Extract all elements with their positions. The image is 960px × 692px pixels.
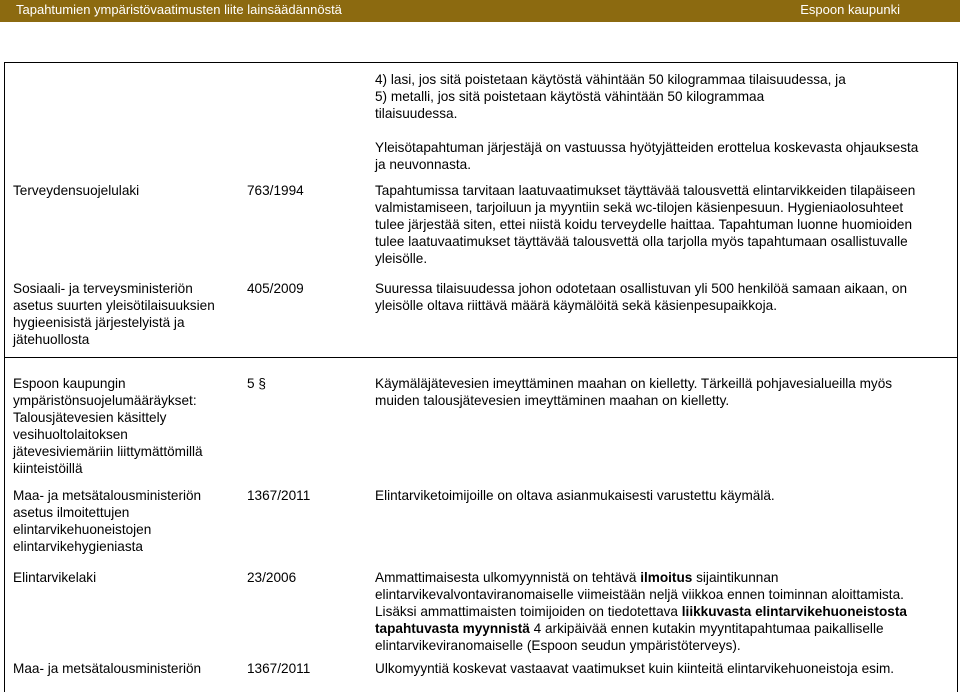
row-4-text xyxy=(375,487,947,504)
row-3-law xyxy=(13,375,238,477)
text-line: valmistamiseen, tarjoiluun ja myyntiin sekä wc-tilojen käsienpesuun. Hygieniaolosuhteet xyxy=(375,200,904,215)
row-2-law xyxy=(13,280,238,348)
row-4-law xyxy=(13,487,238,555)
law-line: kiinteistöillä xyxy=(13,461,83,476)
row-2-text xyxy=(375,280,947,314)
law-line: jätehuollosta xyxy=(13,332,90,347)
row-1-text xyxy=(375,182,947,267)
text-line: Lisäksi ammattimaisten toimijoiden on tiedotettava liikkuvasta elintarvikehuoneistosta xyxy=(375,604,907,619)
law-line: Talousjätevesien käsittely xyxy=(13,410,167,425)
text-line: 4) lasi, jos sitä poistetaan käytöstä vähintään 50 kilogrammaa tilaisuudessa, ja xyxy=(375,72,846,87)
row-6-text xyxy=(375,660,947,677)
law-line: Espoon kaupungin xyxy=(13,376,126,391)
header-organization: Espoon kaupunki xyxy=(800,2,900,17)
row-6-law: Maa- ja metsätalousministeriön xyxy=(13,661,202,676)
text-line: tapahtuvasta myynnistä 4 arkipäivää ennen kutakin myyntitapahtumaa paikalliselle xyxy=(375,621,884,636)
text-line: Suuressa tilaisuudessa johon odotetaan osallistuvan yli 500 henkilöä samaan aikaan, on xyxy=(375,281,908,296)
law-line: hygieenisistä järjestelyistä ja xyxy=(13,315,185,330)
text-line: muiden talousjätevesien imeyttäminen maahan on kielletty. xyxy=(375,393,730,408)
text-line: elintarvikeviranomaiselle (Espoon seudun ympäristöterveys). xyxy=(375,638,741,653)
text-line: elintarvikevalvontaviranomaiselle viimeistään neljä viikkoa ennen toiminnan aloittamista. xyxy=(375,587,904,602)
page-header xyxy=(0,0,960,22)
row-5-law: Elintarvikelaki xyxy=(13,570,97,585)
text-line: Elintarviketoimijoille on oltava asianmukaisesti varustettu käymälä. xyxy=(375,488,775,503)
law-line: elintarvikehuoneistojen xyxy=(13,522,152,537)
text-line: yleisölle oltava riittävä määrä käymälöitä sekä käsienpesupaikkoja. xyxy=(375,298,777,313)
row-6-ref: 1367/2011 xyxy=(247,661,311,676)
row-5-ref: 23/2006 xyxy=(247,570,297,585)
row-divider xyxy=(5,357,957,358)
row-1-ref: 763/1994 xyxy=(247,183,304,198)
row-3-text xyxy=(375,375,947,409)
law-line: elintarvikehygieniasta xyxy=(13,539,143,554)
row-5-text xyxy=(375,569,947,654)
text-line: tulee laatuvaatimukset täyttävää talousvettä olla tarjolla myös tapahtumaan osallistuvalle xyxy=(375,234,908,249)
law-line: vesihuoltolaitoksen xyxy=(13,427,128,442)
law-line: asetus ilmoitettujen xyxy=(13,505,130,520)
header-title: Tapahtumien ympäristövaatimusten liite lainsäädännöstä xyxy=(16,2,342,17)
text-line: Käymäläjätevesien imeyttäminen maahan on kielletty. Tärkeillä pohjavesialueilla myös xyxy=(375,376,893,391)
text-line: tulee järjestää siten, ettei niistä koidu terveydelle haittaa. Tapahtuman luonne huomioiden xyxy=(375,217,913,232)
row-0-text xyxy=(375,71,947,173)
text-line: Ammattimaisesta ulkomyynnistä on tehtävä ilmoitus sijaintikunnan xyxy=(375,570,779,585)
law-line: ympäristönsuojelumääräykset: xyxy=(13,393,197,408)
row-3-ref: 5 § xyxy=(247,376,266,391)
text-line: ja neuvonnasta. xyxy=(375,157,471,172)
legislation-table xyxy=(4,62,958,692)
law-line: jätevesiviemäriin liittymättömillä xyxy=(13,444,203,459)
text-line: Tapahtumissa tarvitaan laatuvaatimukset täyttävää talousvettä elintarvikkeiden tilapäiseen xyxy=(375,183,916,198)
text-line: tilaisuudessa. xyxy=(375,106,458,121)
text-line: yleisölle. xyxy=(375,251,428,266)
row-4-ref: 1367/2011 xyxy=(247,488,311,503)
row-2-ref: 405/2009 xyxy=(247,281,304,296)
row-1-law: Terveydensuojelulaki xyxy=(13,183,140,198)
law-line: Sosiaali- ja terveysministeriön xyxy=(13,281,193,296)
law-line: asetus suurten yleisötilaisuuksien xyxy=(13,298,215,313)
text-line: 5) metalli, jos sitä poistetaan käytöstä vähintään 50 kilogrammaa xyxy=(375,89,765,104)
text-line: Yleisötapahtuman järjestäjä on vastuussa hyötyjätteiden erottelua koskevasta ohjauksesta xyxy=(375,140,919,155)
text-line: Ulkomyyntiä koskevat vastaavat vaatimukset kuin kiinteitä elintarvikehuoneistoja esim. xyxy=(375,661,895,676)
law-line: Maa- ja metsätalousministeriön xyxy=(13,488,202,503)
